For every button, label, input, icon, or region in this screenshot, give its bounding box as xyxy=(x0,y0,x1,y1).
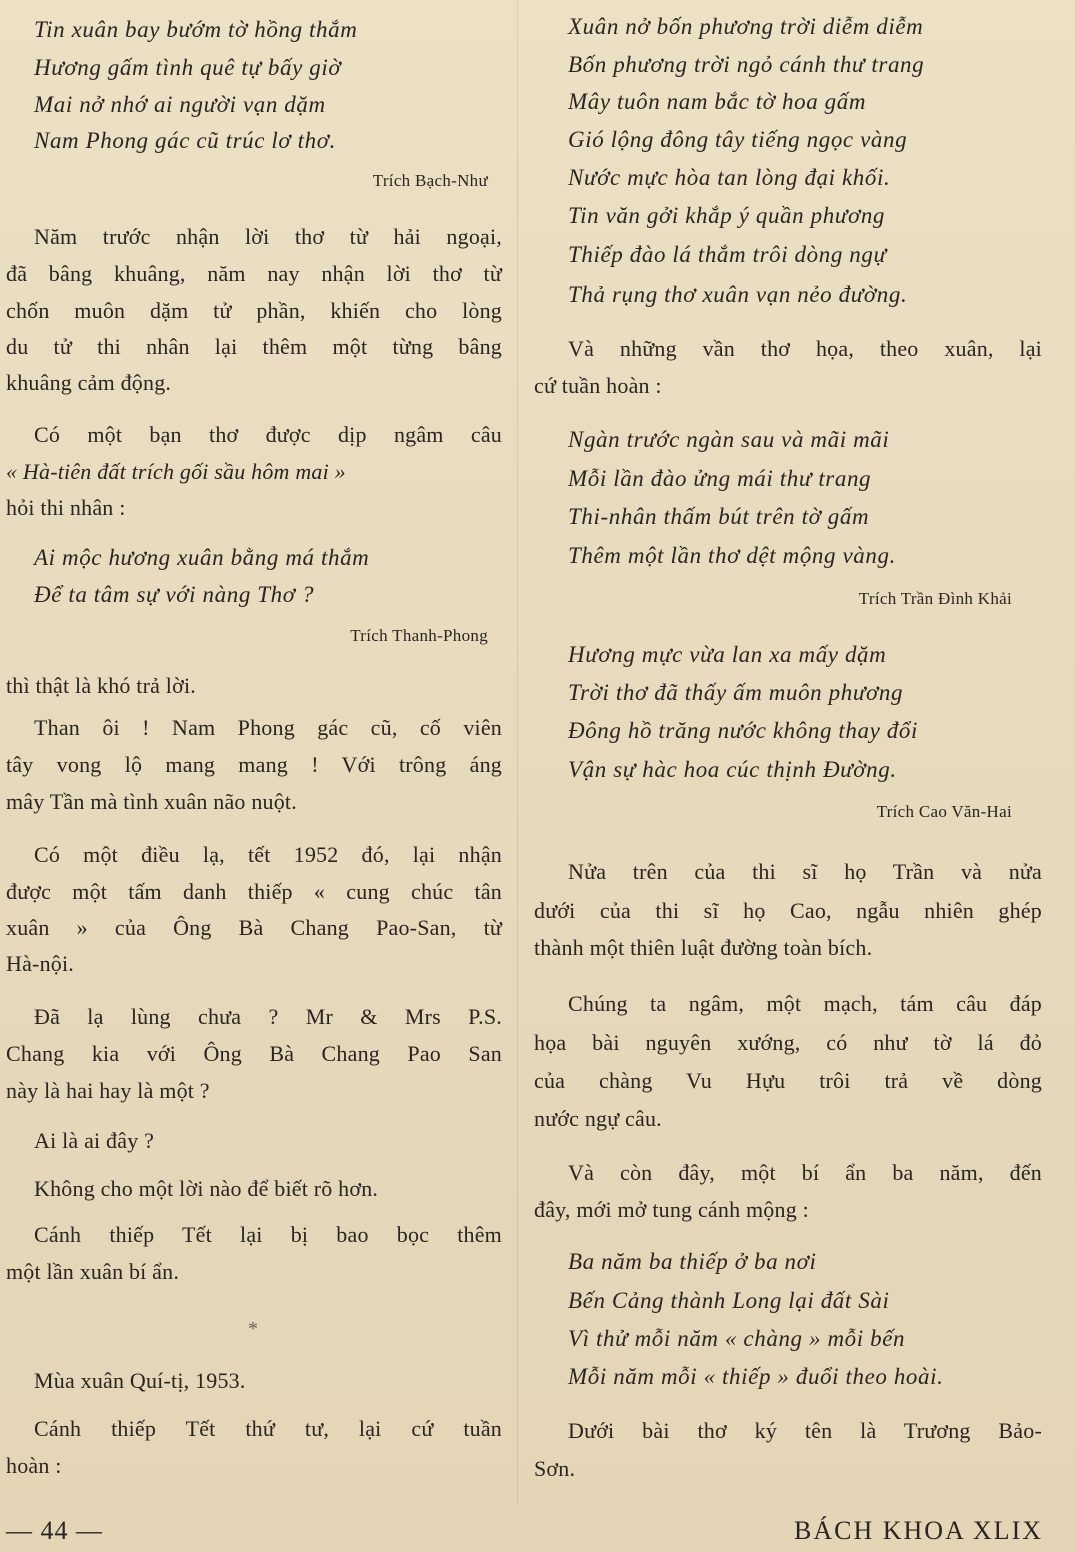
para6-line-2: Chang kia với Ông Bà Chang Pao San xyxy=(6,1041,502,1066)
poem3-line-3: Mây tuôn nam bắc tờ hoa gấm xyxy=(568,89,867,114)
poem5-line-4: Vận sự hàc hoa cúc thịnh Đường. xyxy=(568,757,897,782)
poem3-line-5: Nước mực hòa tan lòng đại khối. xyxy=(568,165,891,190)
publication-issue: BÁCH KHOA XLIX xyxy=(794,1516,1043,1545)
para5-line-1: Có một điều lạ, tết 1952 đó, lại nhận xyxy=(34,842,502,867)
poem3-line-6: Tin văn gởi khắp ý quần phương xyxy=(568,203,886,228)
para1-line-1: Năm trước nhận lời thơ từ hải ngoại, xyxy=(34,224,502,249)
poem4-attribution: Trích Trần Đình Khải xyxy=(858,589,1012,608)
para13-line-2: dưới của thi sĩ họ Cao, ngẫu nhiên ghép xyxy=(534,898,1042,923)
para15-line-2: đây, mới mở tung cánh mộng : xyxy=(534,1197,809,1222)
para4-line-3: mây Tần mà tình xuân não nuột. xyxy=(6,789,297,814)
poem1-line-1: Tin xuân bay bướm tờ hồng thắm xyxy=(34,17,358,42)
para6-line-1: Đã lạ lùng chưa ? Mr & Mrs P.S. xyxy=(34,1004,502,1029)
poem2-line-1: Ai mộc hương xuân bằng má thắm xyxy=(34,545,370,570)
poem1-line-4: Nam Phong gác cũ trúc lơ thơ. xyxy=(34,128,336,153)
para15-line-1: Và còn đây, một bí ẩn ba năm, đến xyxy=(568,1160,1042,1185)
para5-line-2: được một tấm danh thiếp « cung chúc tân xyxy=(6,879,502,904)
para16-line-2: Sơn. xyxy=(534,1456,576,1481)
poem1-line-2: Hương gấm tình quê tự bấy giờ xyxy=(34,55,342,80)
para5-line-3: xuân » của Ông Bà Chang Pao-San, từ xyxy=(6,915,502,940)
para4-line-2: tây vong lộ mang mang ! Với trông áng xyxy=(6,752,502,777)
poem4-line-2: Mỗi lần đào ửng mái thư trang xyxy=(568,466,872,491)
para14-line-3: của chàng Vu Hựu trôi trả về dòng xyxy=(534,1068,1042,1093)
para2-line-1: Có một bạn thơ được dịp ngâm câu xyxy=(34,422,502,447)
para13-line-3: thành một thiên luật đường toàn bích. xyxy=(534,935,873,960)
poem4-line-4: Thêm một lần thơ dệt mộng vàng. xyxy=(568,543,896,568)
para9-line-2: một lần xuân bí ẩn. xyxy=(6,1259,180,1284)
para11-line-2: hoàn : xyxy=(6,1453,62,1478)
para10-date: Mùa xuân Quí-tị, 1953. xyxy=(34,1368,246,1393)
poem3-line-2: Bốn phương trời ngỏ cánh thư trang xyxy=(568,52,925,77)
para1-line-5: khuâng cảm động. xyxy=(6,370,172,395)
para14-line-1: Chúng ta ngâm, một mạch, tám câu đáp xyxy=(568,991,1042,1016)
poem6-line-4: Mỗi năm mỗi « thiếp » đuổi theo hoài. xyxy=(568,1364,944,1389)
poem6-line-3: Vì thử mỗi năm « chàng » mỗi bến xyxy=(568,1326,906,1351)
para13-line-1: Nửa trên của thi sĩ họ Trần và nửa xyxy=(568,859,1042,884)
para14-line-4: nước ngự câu. xyxy=(534,1106,662,1131)
poem5-line-2: Trời thơ đã thấy ấm muôn phương xyxy=(568,680,904,705)
para12-line-1: Và những vần thơ họa, theo xuân, lại xyxy=(568,336,1042,361)
para1-line-4: du tử thi nhân lại thêm một từng bâng xyxy=(6,334,502,359)
para14-line-2: họa bài nguyên xướng, có như tờ lá đỏ xyxy=(534,1030,1042,1055)
poem4-line-3: Thi-nhân thấm bút trên tờ gấm xyxy=(568,504,870,529)
poem3-line-4: Gió lộng đông tây tiếng ngọc vàng xyxy=(568,127,908,152)
poem1-line-3: Mai nở nhớ ai người vạn dặm xyxy=(34,92,326,117)
para7: Ai là ai đây ? xyxy=(34,1128,155,1153)
poem6-line-2: Bến Cảng thành Long lại đất Sài xyxy=(568,1288,890,1313)
para12-line-2: cứ tuần hoàn : xyxy=(534,373,662,398)
poem5-line-3: Đông hồ trăng nước không thay đổi xyxy=(568,718,918,743)
poem3-line-8: Thả rụng thơ xuân vạn nẻo đường. xyxy=(568,282,908,307)
para16-line-1: Dưới bài thơ ký tên là Trương Bảo- xyxy=(568,1418,1042,1443)
para2-quote: « Hà-tiên đất trích gối sầu hôm mai » xyxy=(6,459,346,484)
para1-line-3: chốn muôn dặm tử phần, khiến cho lòng xyxy=(6,298,502,323)
poem6-line-1: Ba năm ba thiếp ở ba nơi xyxy=(568,1249,817,1274)
poem4-line-1: Ngàn trước ngàn sau và mãi mãi xyxy=(568,427,890,452)
para8: Không cho một lời nào để biết rõ hơn. xyxy=(34,1176,379,1201)
para9-line-1: Cánh thiếp Tết lại bị bao bọc thêm xyxy=(34,1222,502,1247)
poem5-attribution: Trích Cao Văn-Hai xyxy=(876,802,1012,821)
para4-line-1: Than ôi ! Nam Phong gác cũ, cố viên xyxy=(34,715,502,740)
column-divider xyxy=(517,0,518,1505)
poem3-line-1: Xuân nở bốn phương trời diễm diễm xyxy=(568,14,924,39)
poem2-line-2: Để ta tâm sự với nàng Thơ ? xyxy=(34,582,315,607)
para2-line-3: hỏi thi nhân : xyxy=(6,495,126,520)
poem5-line-1: Hương mực vừa lan xa mấy dặm xyxy=(568,642,887,667)
section-separator: * xyxy=(248,1318,258,1340)
para11-line-1: Cánh thiếp Tết thứ tư, lại cứ tuần xyxy=(34,1416,502,1441)
para1-line-2: đã bâng khuâng, năm nay nhận lời thơ từ xyxy=(6,261,502,286)
poem1-attribution: Trích Bạch-Như xyxy=(372,171,488,190)
poem3-line-7: Thiếp đào lá thắm trôi dòng ngự xyxy=(568,242,887,267)
poem2-attribution: Trích Thanh-Phong xyxy=(350,626,488,645)
para3: thì thật là khó trả lời. xyxy=(6,673,196,698)
para6-line-3: này là hai hay là một ? xyxy=(6,1078,210,1103)
para5-line-4: Hà-nội. xyxy=(6,951,74,976)
page-number: — 44 — xyxy=(6,1516,103,1545)
